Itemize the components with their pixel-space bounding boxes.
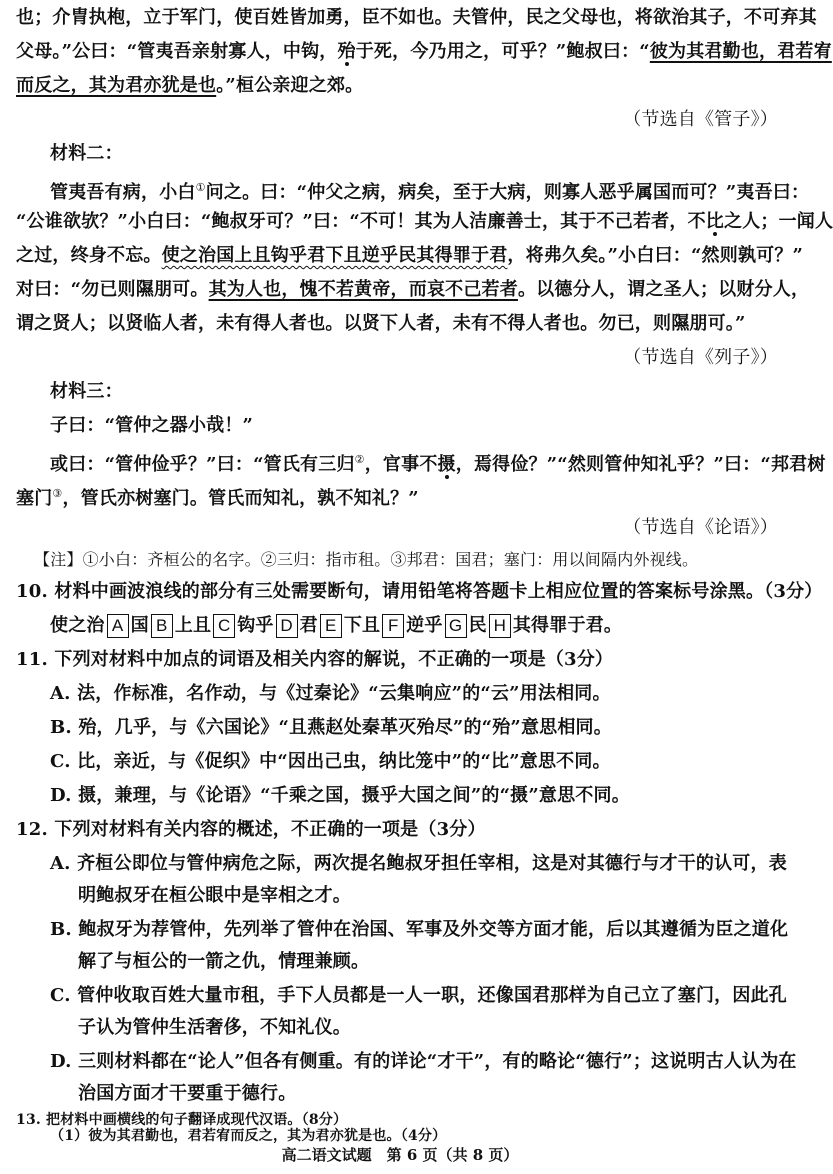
question-11-option-b[interactable]: B. 殆，几乎，与《六国论》“且燕赵处秦革灭殆尽”的“殆”意思相同。 [50, 717, 612, 738]
material3-source: （节选自《论语》） [623, 517, 778, 538]
answer-box-f[interactable]: F [382, 614, 404, 638]
question-12-option-a[interactable]: A. 齐桓公即位与管仲病危之际，两次提名鲍叔牙担任宰相，这是对其德行与才干的认可，表 [50, 853, 787, 874]
question-12-option-b[interactable]: B. 鲍叔牙为荐管仲，先列举了管仲在治国、军事及外交等方面才能，后以其遵循为臣之道化 [50, 919, 789, 940]
material2-line-4: 对曰：“勿已则隰朋可。其为人也，愧不若黄帝，而哀不己若者。以德分人，谓之圣人；以财分人， [16, 279, 810, 300]
question-12-option-c[interactable]: C. 管仲收取百姓大量市租，手下人员都是一人一职，还像国君那样为自己立了塞门，因此孔 [50, 985, 787, 1006]
material2-line-3: 之过，终身不忘。使之治国上且钩乎君下且逆乎民其得罪于君，将弗久矣。”小白曰：“然则孰可？” [16, 245, 804, 266]
question-12-option-c-cont: 子认为管仲生活奢侈，不知礼仪。 [78, 1017, 351, 1038]
question-12-option-a-cont: 明鲍叔牙在桓公眼中是宰相之才。 [78, 885, 351, 906]
material2-title: 材料二： [50, 143, 123, 164]
material2-line-5: 谓之贤人；以贤临人者，未有得人者也。以贤下人者，未有不得人者也。勿已，则隰朋可。” [16, 313, 746, 334]
answer-box-d[interactable]: D [276, 614, 298, 638]
dotted-char: 殆 [337, 41, 356, 62]
material1-line-1: 也；介胄执枹，立于军门，使百姓皆加勇，臣不如也。夫管仲，民之父母也，将欲治其子，不可弃其 [16, 7, 817, 28]
answer-box-g[interactable]: G [445, 614, 467, 638]
dotted-char: 比 [705, 211, 724, 232]
answer-box-h[interactable]: H [489, 614, 511, 638]
dotted-char: 摄 [437, 454, 456, 475]
question-12-option-b-cont: 解了与桓公的一箭之仇，情理兼顾。 [78, 951, 370, 972]
page-footer: 高二语文试题 第 6 页（共 8 页） [281, 1146, 519, 1164]
annotation-note: 【注】①小白：齐桓公的名字。②三归：指市租。③邦君：国君；塞门：用以间隔内外视线。 [34, 550, 699, 569]
question-11-option-a[interactable]: A. 法，作标准，名作动，与《过秦论》“云集响应”的“云”用法相同。 [50, 683, 611, 704]
question-10-sentence: 使之治 A 国 B 上且 C 钩乎 D 君 E 下且 F 逆乎 G 民 H 其得罪于君。 [50, 615, 623, 636]
answer-box-a[interactable]: A [107, 614, 129, 638]
material3-line-2: 或曰：“管仲俭乎？”曰：“管氏有三归②，官事不摄，焉得俭？”“然则管仲知礼乎？”曰：“邦君树 [50, 453, 826, 475]
material1-line-3: 而反之，其为君亦犹是也。”桓公亲迎之郊。 [16, 75, 364, 96]
question-13-sentence-1: （1）彼为其君勤也，君若宥而反之，其为君亦犹是也。（4分） [50, 1128, 447, 1144]
material3-line-3: 塞门③，管氏亦树塞门。管氏而知礼，孰不知礼？” [16, 487, 419, 509]
question-11-stem: 11. 下列对材料中加点的词语及相关内容的解说，不正确的一项是（3分） [16, 649, 614, 670]
material3-line-1: 子曰：“管仲之器小哉！” [50, 415, 254, 436]
question-11-option-d[interactable]: D. 摄，兼理，与《论语》“千乘之国，摄乎大国之间”的“摄”意思不同。 [50, 785, 630, 806]
answer-box-c[interactable]: C [213, 614, 235, 638]
material1-source: （节选自《管子》） [623, 109, 778, 130]
question-12-stem: 12. 下列对材料有关内容的概述，不正确的一项是（3分） [16, 819, 486, 840]
underlined-sentence-1b: 而反之，其为君亦犹是也 [16, 75, 217, 96]
answer-box-e[interactable]: E [320, 614, 342, 638]
question-13-stem: 13. 把材料中画横线的句子翻译成现代汉语。（8分） [16, 1112, 348, 1128]
material2-line-2: “公谁欲欤？”小白曰：“鲍叔牙可？”曰：“不可！其为人洁廉善士，其于不己若者，不比之人；一闻人 [16, 211, 833, 232]
wavy-underlined-sentence: 使之治国上且钩乎君下且逆乎民其得罪于君 [161, 245, 508, 266]
answer-box-b[interactable]: B [151, 614, 173, 638]
underlined-sentence-2: 其为人也，愧不若黄帝，而哀不己若者 [208, 279, 518, 300]
material2-line-1: 管夷吾有病，小白①问之。曰：“仲父之病，病矣，至于大病，则寡人恶乎属国而可？”夷吾曰： [50, 181, 810, 203]
question-10-stem: 10. 材料中画波浪线的部分有三处需要断句，请用铅笔将答题卡上相应位置的答案标号涂黑。（3分） [16, 581, 823, 602]
material3-title: 材料三： [50, 381, 123, 402]
question-11-option-c[interactable]: C. 比，亲近，与《促织》中“因出己虫，纳比笼中”的“比”意思不同。 [50, 751, 611, 772]
material2-source: （节选自《列子》） [623, 347, 778, 368]
underlined-sentence-1a: 彼为其君勤也，君若宥 [649, 41, 832, 62]
question-12-option-d-cont: 治国方面才干要重于德行。 [78, 1083, 297, 1104]
material1-line-2: 父母。”公曰：“管夷吾亲射寡人，中钩，殆于死，今乃用之，可乎？”鲍叔曰：“彼为其君勤也，君若宥 [16, 41, 832, 62]
question-12-option-d[interactable]: D. 三则材料都在“论人”但各有侧重。有的详论“才干”，有的略论“德行”；这说明古人认为在 [50, 1051, 797, 1072]
